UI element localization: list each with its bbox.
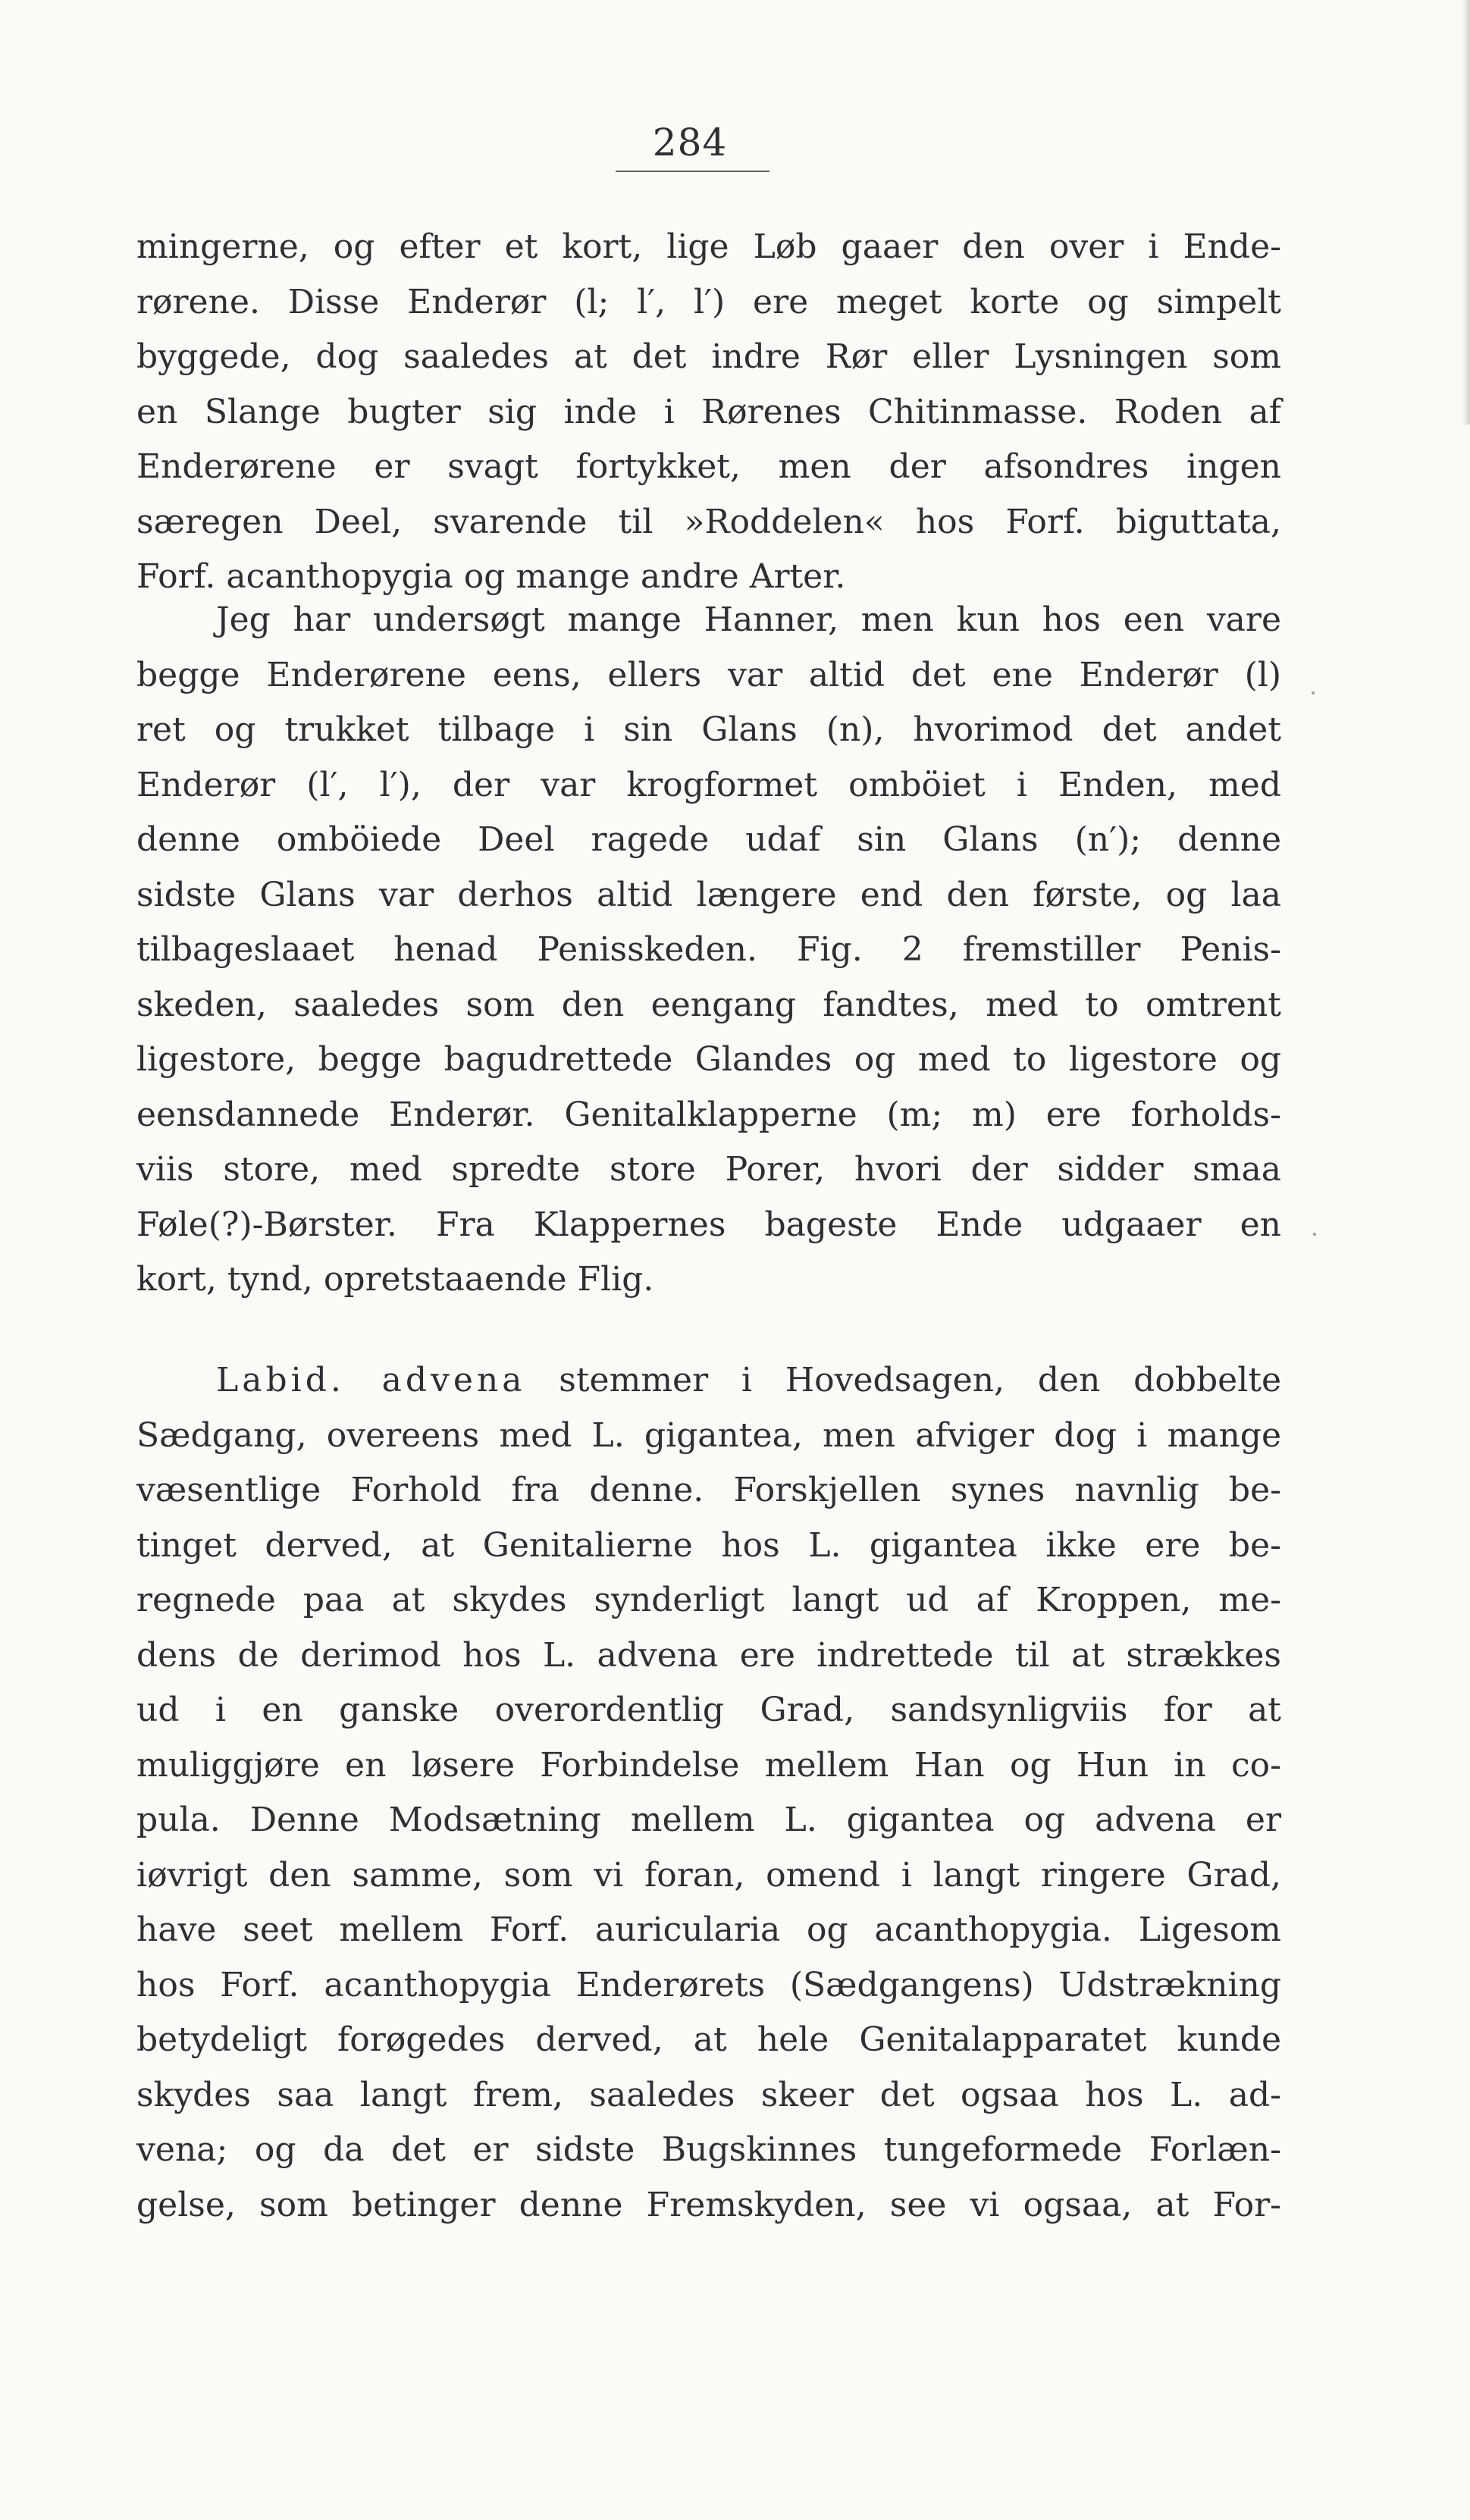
text-line: rørene. Disse Enderør (l; l′, l′) ere meget korte og simpelt xyxy=(136,282,1281,321)
text-line: viis store, med spredte store Porer, hvori der sidder smaa xyxy=(136,1150,1281,1189)
text-line: kort, tynd, opretstaaende Flig. xyxy=(136,1260,654,1299)
text-line: skydes saa langt frem, saaledes skeer det ogsaa hos L. ad- xyxy=(136,2075,1281,2114)
page-number: 284 xyxy=(652,121,728,165)
text-line: ligestore, begge bagudrettede Glandes og med to ligestore og xyxy=(136,1040,1281,1079)
text-line: ud i en ganske overordentlig Grad, sandsynligviis for at xyxy=(136,1691,1281,1729)
text-line: muliggjøre en løsere Forbindelse mellem Han og Hun in co- xyxy=(136,1745,1281,1785)
text-line: iøvrigt den samme, som vi foran, omend i langt ringere Grad, xyxy=(136,1855,1281,1895)
text-line: en Slange bugter sig inde i Rørenes Chitinmasse. Roden af xyxy=(136,392,1281,431)
text-line: have seet mellem Forf. auricularia og acanthopygia. Ligesom xyxy=(136,1910,1281,1949)
paper-speck xyxy=(1312,691,1315,694)
text-line: særegen Deel, svarende til »Roddelen« hos Forf. biguttata, xyxy=(136,502,1281,541)
text-line: pula. Denne Modsætning mellem L. gigantea og advena er xyxy=(136,1801,1281,1839)
text-line: Forf. acanthopygia og mange andre Arter. xyxy=(136,557,846,596)
paragraph-2 xyxy=(136,593,1281,1308)
text-line: ret og trukket tilbage i sin Glans (n), hvorimod det andet xyxy=(136,710,1281,749)
text-line: regnede paa at skydes synderligt langt ud af Kroppen, me- xyxy=(136,1581,1281,1619)
text-line: Jeg har undersøgt mange Hanner, men kun hos een vare xyxy=(216,600,1281,639)
page-number-rule xyxy=(616,171,769,172)
paragraph-3 xyxy=(136,1353,1281,2233)
text-line xyxy=(136,1353,1281,1409)
text-line: Sædgang, overeens med L. gigantea, men afviger dog i mange xyxy=(136,1415,1281,1455)
text-line: begge Enderørene eens, ellers var altid det ene Enderør (l) xyxy=(136,655,1281,694)
species-name: Labid. advena xyxy=(216,1361,526,1399)
text-line: gelse, som betinger denne Fremskyden, see vi ogsaa, at For- xyxy=(136,2185,1281,2224)
text-line: vena; og da det er sidste Bugskinnes tungeformede Forlæn- xyxy=(136,2130,1281,2169)
text-line: sidste Glans var derhos altid længere end den første, og laa xyxy=(136,875,1281,914)
text-line: Føle(?)-Børster. Fra Klappernes bageste Ende udgaaer en xyxy=(136,1205,1281,1244)
text-line: Enderør (l′, l′), der var krogformet omböiet i Enden, med xyxy=(136,765,1281,804)
paper-speck xyxy=(1313,1233,1316,1236)
text-line: skeden, saaledes som den eengang fandtes, med to omtrent xyxy=(136,985,1281,1024)
text-line: Enderørene er svagt fortykket, men der afsondres ingen xyxy=(136,447,1281,486)
text-line: denne omböiede Deel ragede udaf sin Glans (n′); denne xyxy=(136,820,1281,859)
text-line: tilbageslaaet henad Penisskeden. Fig. 2 fremstiller Penis- xyxy=(136,930,1281,969)
text-line: eensdannede Enderør. Genitalklapperne (m; m) ere forholds- xyxy=(136,1095,1281,1134)
text-line: byggede, dog saaledes at det indre Rør eller Lysningen som xyxy=(136,337,1281,376)
page-edge-shadow xyxy=(1462,0,1470,425)
text-line: væsentlige Forhold fra denne. Forskjellen synes navnlig be- xyxy=(136,1471,1281,1509)
line-text: stemmer i Hovedsagen, den dobbelte xyxy=(559,1361,1281,1399)
text-line: tinget derved, at Genitalierne hos L. gigantea ikke ere be- xyxy=(136,1525,1281,1565)
text-line: hos Forf. acanthopygia Enderørets (Sædgangens) Udstrækning xyxy=(136,1965,1281,2004)
text-line: mingerne, og efter et kort, lige Løb gaaer den over i Ende- xyxy=(136,227,1281,266)
paragraph-1 xyxy=(136,220,1281,605)
text-line: dens de derimod hos L. advena ere indrettede til at strækkes xyxy=(136,1635,1281,1675)
text-line: betydeligt forøgedes derved, at hele Genitalapparatet kunde xyxy=(136,2020,1281,2059)
